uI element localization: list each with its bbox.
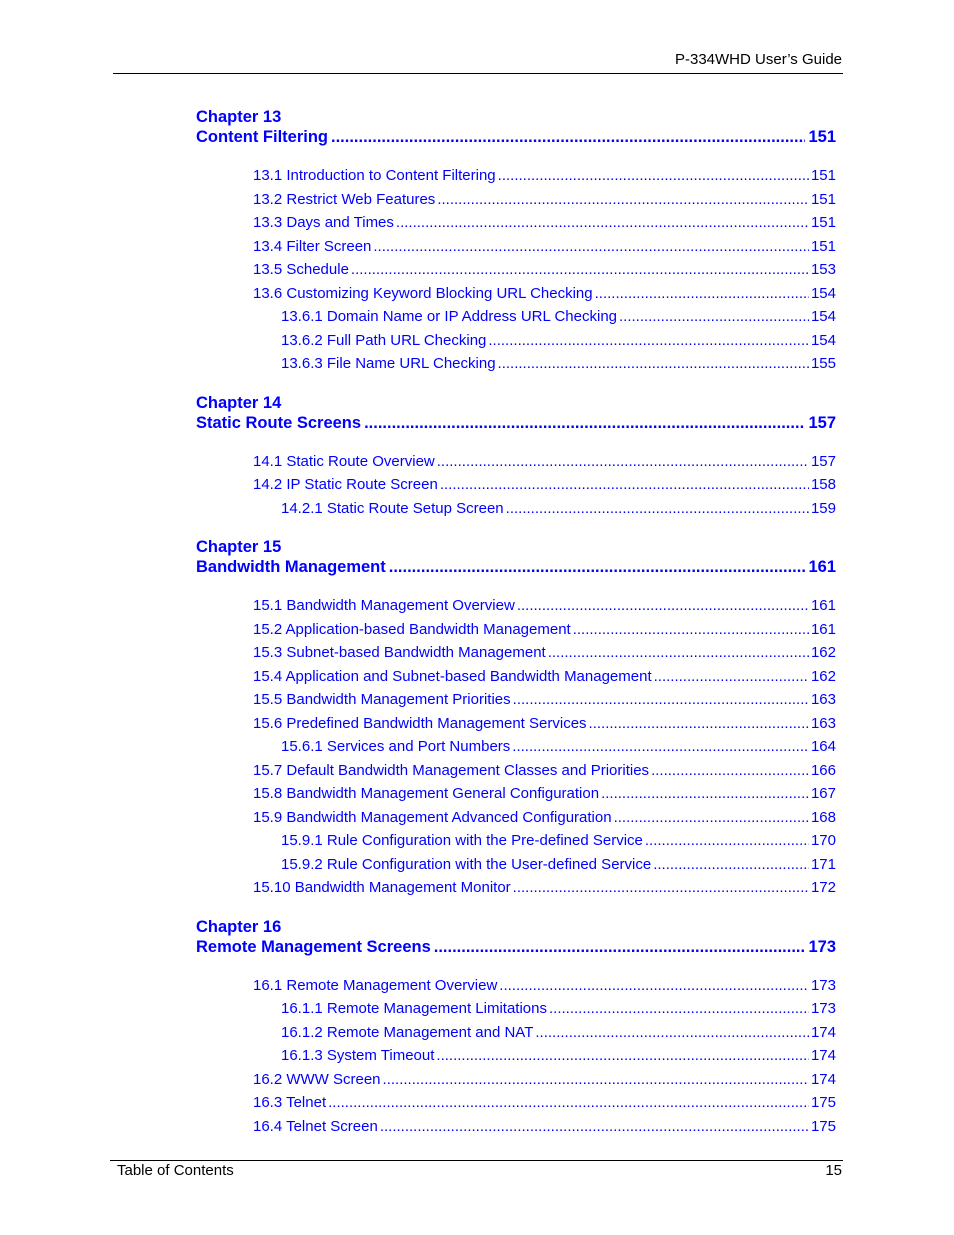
toc-subsection-link[interactable]: [196, 329, 836, 353]
entry-title: 15.6 Predefined Bandwidth Management Services: [253, 714, 587, 732]
entry-page-number: 157: [810, 452, 836, 470]
entry-title: 16.4 Telnet Screen: [253, 1117, 378, 1135]
running-header-title: P-334WHD User’s Guide: [675, 51, 842, 68]
toc-section-link[interactable]: [196, 1115, 836, 1139]
header-divider: [113, 73, 843, 74]
entry-title: 13.6.2 Full Path URL Checking: [281, 331, 487, 349]
dot-leader: [396, 211, 809, 235]
dot-leader: [589, 712, 809, 736]
dot-leader: [645, 829, 809, 853]
entry-page-number: 154: [810, 284, 836, 302]
entry-page-number: 172: [810, 879, 836, 896]
entry-page-number: 151: [810, 190, 836, 208]
entry-page-number: 174: [810, 1023, 836, 1041]
entry-title: 14.1 Static Route Overview: [253, 452, 435, 470]
footer-section-name: Table of Contents: [117, 1162, 234, 1179]
entry-page-number: 161: [810, 597, 836, 614]
entry-title: 15.10 Bandwidth Management Monitor: [253, 879, 511, 896]
toc-section-link[interactable]: [196, 188, 836, 212]
entry-page-number: 173: [810, 976, 836, 994]
dot-leader: [351, 258, 809, 282]
chapter-title: Bandwidth Management: [196, 558, 386, 576]
entry-title: 13.2 Restrict Web Features: [253, 190, 436, 208]
dot-leader: [517, 594, 809, 618]
chapter-page-number: 173: [808, 937, 836, 956]
toc-section-link[interactable]: [196, 594, 836, 618]
toc-subsection-link[interactable]: [196, 1021, 836, 1045]
entry-page-number: 151: [810, 167, 836, 184]
chapter-label: Chapter 15: [196, 538, 282, 556]
chapter-label: Chapter 16: [196, 917, 282, 936]
entry-page-number: 170: [810, 832, 836, 849]
dot-leader: [488, 329, 809, 353]
entry-title: 16.3 Telnet: [253, 1094, 327, 1111]
dot-leader: [601, 782, 809, 806]
chapter-title: Static Route Screens: [196, 413, 362, 432]
entry-page-number: 175: [810, 1117, 836, 1135]
dot-leader: [535, 1021, 809, 1045]
toc-chapter: [196, 537, 836, 900]
chapter-title: Remote Management Screens: [196, 937, 431, 956]
chapter-page-number: 151: [808, 128, 836, 146]
toc-section-link[interactable]: [196, 712, 836, 736]
entry-title: 13.6 Customizing Keyword Blocking URL Checking: [253, 284, 593, 302]
footer-page-number: 15: [825, 1162, 842, 1179]
entry-page-number: 162: [810, 644, 836, 661]
entry-page-number: 161: [810, 620, 836, 638]
dot-leader: [380, 1115, 809, 1139]
entry-title: 15.8 Bandwidth Management General Configuration: [253, 785, 600, 802]
toc-subsection-link[interactable]: [196, 997, 836, 1021]
entry-title: 13.6.1 Domain Name or IP Address URL Checking: [281, 308, 617, 325]
toc-section-link[interactable]: [196, 641, 836, 665]
dot-leader: [436, 1044, 809, 1068]
dot-leader: [373, 235, 809, 259]
entry-title: 13.5 Schedule: [253, 261, 349, 278]
entry-page-number: 174: [810, 1047, 836, 1064]
entry-page-number: 158: [810, 476, 836, 493]
toc-chapter: [196, 917, 836, 1139]
dot-leader: [498, 352, 809, 376]
entry-page-number: 162: [810, 667, 836, 685]
entry-page-number: 163: [810, 714, 836, 732]
toc-section-link[interactable]: [196, 1091, 836, 1115]
dot-leader: [614, 806, 809, 830]
dot-leader: [499, 974, 809, 998]
entry-page-number: 166: [810, 761, 836, 779]
entry-title: 13.6.3 File Name URL Checking: [281, 355, 496, 372]
toc-section-link[interactable]: [196, 688, 836, 712]
toc-section-link[interactable]: [196, 211, 836, 235]
dot-leader: [512, 735, 809, 759]
entry-page-number: 154: [810, 331, 836, 349]
entry-title: 16.1.2 Remote Management and NAT: [281, 1023, 534, 1041]
dot-leader: [548, 641, 809, 665]
dot-leader: [513, 688, 809, 712]
dot-leader: [595, 282, 809, 306]
entry-page-number: 154: [810, 308, 836, 325]
chapter-title-link[interactable]: [196, 557, 836, 577]
entry-title: 14.2 IP Static Route Screen: [253, 476, 438, 493]
toc-section-link[interactable]: [196, 164, 836, 188]
toc-section-link[interactable]: [196, 876, 836, 900]
dot-leader: [653, 853, 809, 877]
entry-page-number: 171: [810, 855, 836, 873]
toc-section-link[interactable]: [196, 806, 836, 830]
entry-title: 14.2.1 Static Route Setup Screen: [281, 499, 504, 517]
toc-section-link[interactable]: [196, 1068, 836, 1092]
toc-subsection-link[interactable]: [196, 735, 836, 759]
toc-chapter: [196, 393, 836, 521]
entry-page-number: 168: [810, 808, 836, 826]
chapter-page-number: 161: [808, 558, 836, 576]
entry-page-number: 164: [810, 738, 836, 755]
footer-divider: [110, 1160, 843, 1161]
toc-section-link[interactable]: [196, 665, 836, 689]
toc-section-link[interactable]: [196, 282, 836, 306]
dot-leader: [651, 759, 809, 783]
toc-chapter: [196, 107, 836, 376]
dot-leader: [328, 1091, 809, 1115]
dot-leader: [498, 164, 809, 188]
toc-section-link[interactable]: [196, 759, 836, 783]
entry-page-number: 174: [810, 1070, 836, 1088]
entry-title: 16.1.1 Remote Management Limitations: [281, 1000, 547, 1017]
dot-leader: [440, 473, 809, 497]
dot-leader: [654, 665, 809, 689]
chapter-label: Chapter 13: [196, 108, 282, 126]
entry-title: 15.9 Bandwidth Management Advanced Configuration: [253, 808, 612, 826]
entry-page-number: 151: [810, 214, 836, 231]
entry-title: 15.4 Application and Subnet-based Bandwidth Management: [253, 667, 652, 685]
entry-title: 16.1.3 System Timeout: [281, 1047, 435, 1064]
entry-page-number: 175: [810, 1094, 836, 1111]
toc-section-link[interactable]: [196, 450, 836, 474]
dot-leader: [437, 188, 809, 212]
entry-title: 15.6.1 Services and Port Numbers: [281, 738, 511, 755]
entry-title: 15.9.1 Rule Configuration with the Pre-defined Service: [281, 832, 643, 849]
entry-page-number: 159: [810, 499, 836, 517]
entry-title: 15.7 Default Bandwidth Management Classes and Priorities: [253, 761, 650, 779]
toc-section-link[interactable]: [196, 782, 836, 806]
chapter-title-link[interactable]: [196, 127, 836, 147]
dot-leader: [513, 876, 809, 900]
entry-page-number: 167: [810, 785, 836, 802]
chapter-title: Content Filtering: [196, 128, 328, 146]
entry-page-number: 173: [810, 1000, 836, 1017]
dot-leader: [549, 997, 809, 1021]
dot-leader: [573, 618, 809, 642]
dot-leader: [383, 1068, 809, 1092]
toc-subsection-link[interactable]: [196, 1044, 836, 1068]
chapter-page-number: 157: [808, 413, 836, 432]
entry-title: 13.1 Introduction to Content Filtering: [253, 167, 496, 184]
toc-subsection-link[interactable]: [196, 352, 836, 376]
toc-subsection-link[interactable]: [196, 497, 836, 521]
entry-title: 13.3 Days and Times: [253, 214, 394, 231]
entry-title: 15.2 Application-based Bandwidth Management: [253, 620, 571, 638]
entry-title: 15.5 Bandwidth Management Priorities: [253, 691, 511, 708]
entry-title: 15.9.2 Rule Configuration with the User-defined Service: [281, 855, 652, 873]
toc-section-link[interactable]: [196, 235, 836, 259]
dot-leader: [434, 937, 806, 957]
entry-title: 15.3 Subnet-based Bandwidth Management: [253, 644, 546, 661]
entry-title: 16.2 WWW Screen: [253, 1070, 381, 1088]
chapter-title-link[interactable]: [196, 937, 836, 957]
dot-leader: [506, 497, 809, 521]
dot-leader: [331, 127, 805, 147]
entry-page-number: 155: [810, 355, 836, 372]
toc-subsection-link[interactable]: [196, 305, 836, 329]
dot-leader: [389, 557, 806, 577]
entry-title: 15.1 Bandwidth Management Overview: [253, 597, 515, 614]
chapter-label: Chapter 14: [196, 393, 282, 412]
entry-title: 13.4 Filter Screen: [253, 237, 372, 255]
toc-subsection-link[interactable]: [196, 853, 836, 877]
toc-section-link[interactable]: [196, 618, 836, 642]
entry-title: 16.1 Remote Management Overview: [253, 976, 498, 994]
toc-section-link[interactable]: [196, 974, 836, 998]
entry-page-number: 151: [810, 237, 836, 255]
table-of-contents: [196, 107, 836, 1155]
dot-leader: [619, 305, 809, 329]
dot-leader: [364, 413, 805, 433]
entry-page-number: 153: [810, 261, 836, 278]
toc-subsection-link[interactable]: [196, 829, 836, 853]
toc-section-link[interactable]: [196, 473, 836, 497]
dot-leader: [437, 450, 809, 474]
entry-page-number: 163: [810, 691, 836, 708]
chapter-title-link[interactable]: [196, 413, 836, 433]
toc-section-link[interactable]: [196, 258, 836, 282]
